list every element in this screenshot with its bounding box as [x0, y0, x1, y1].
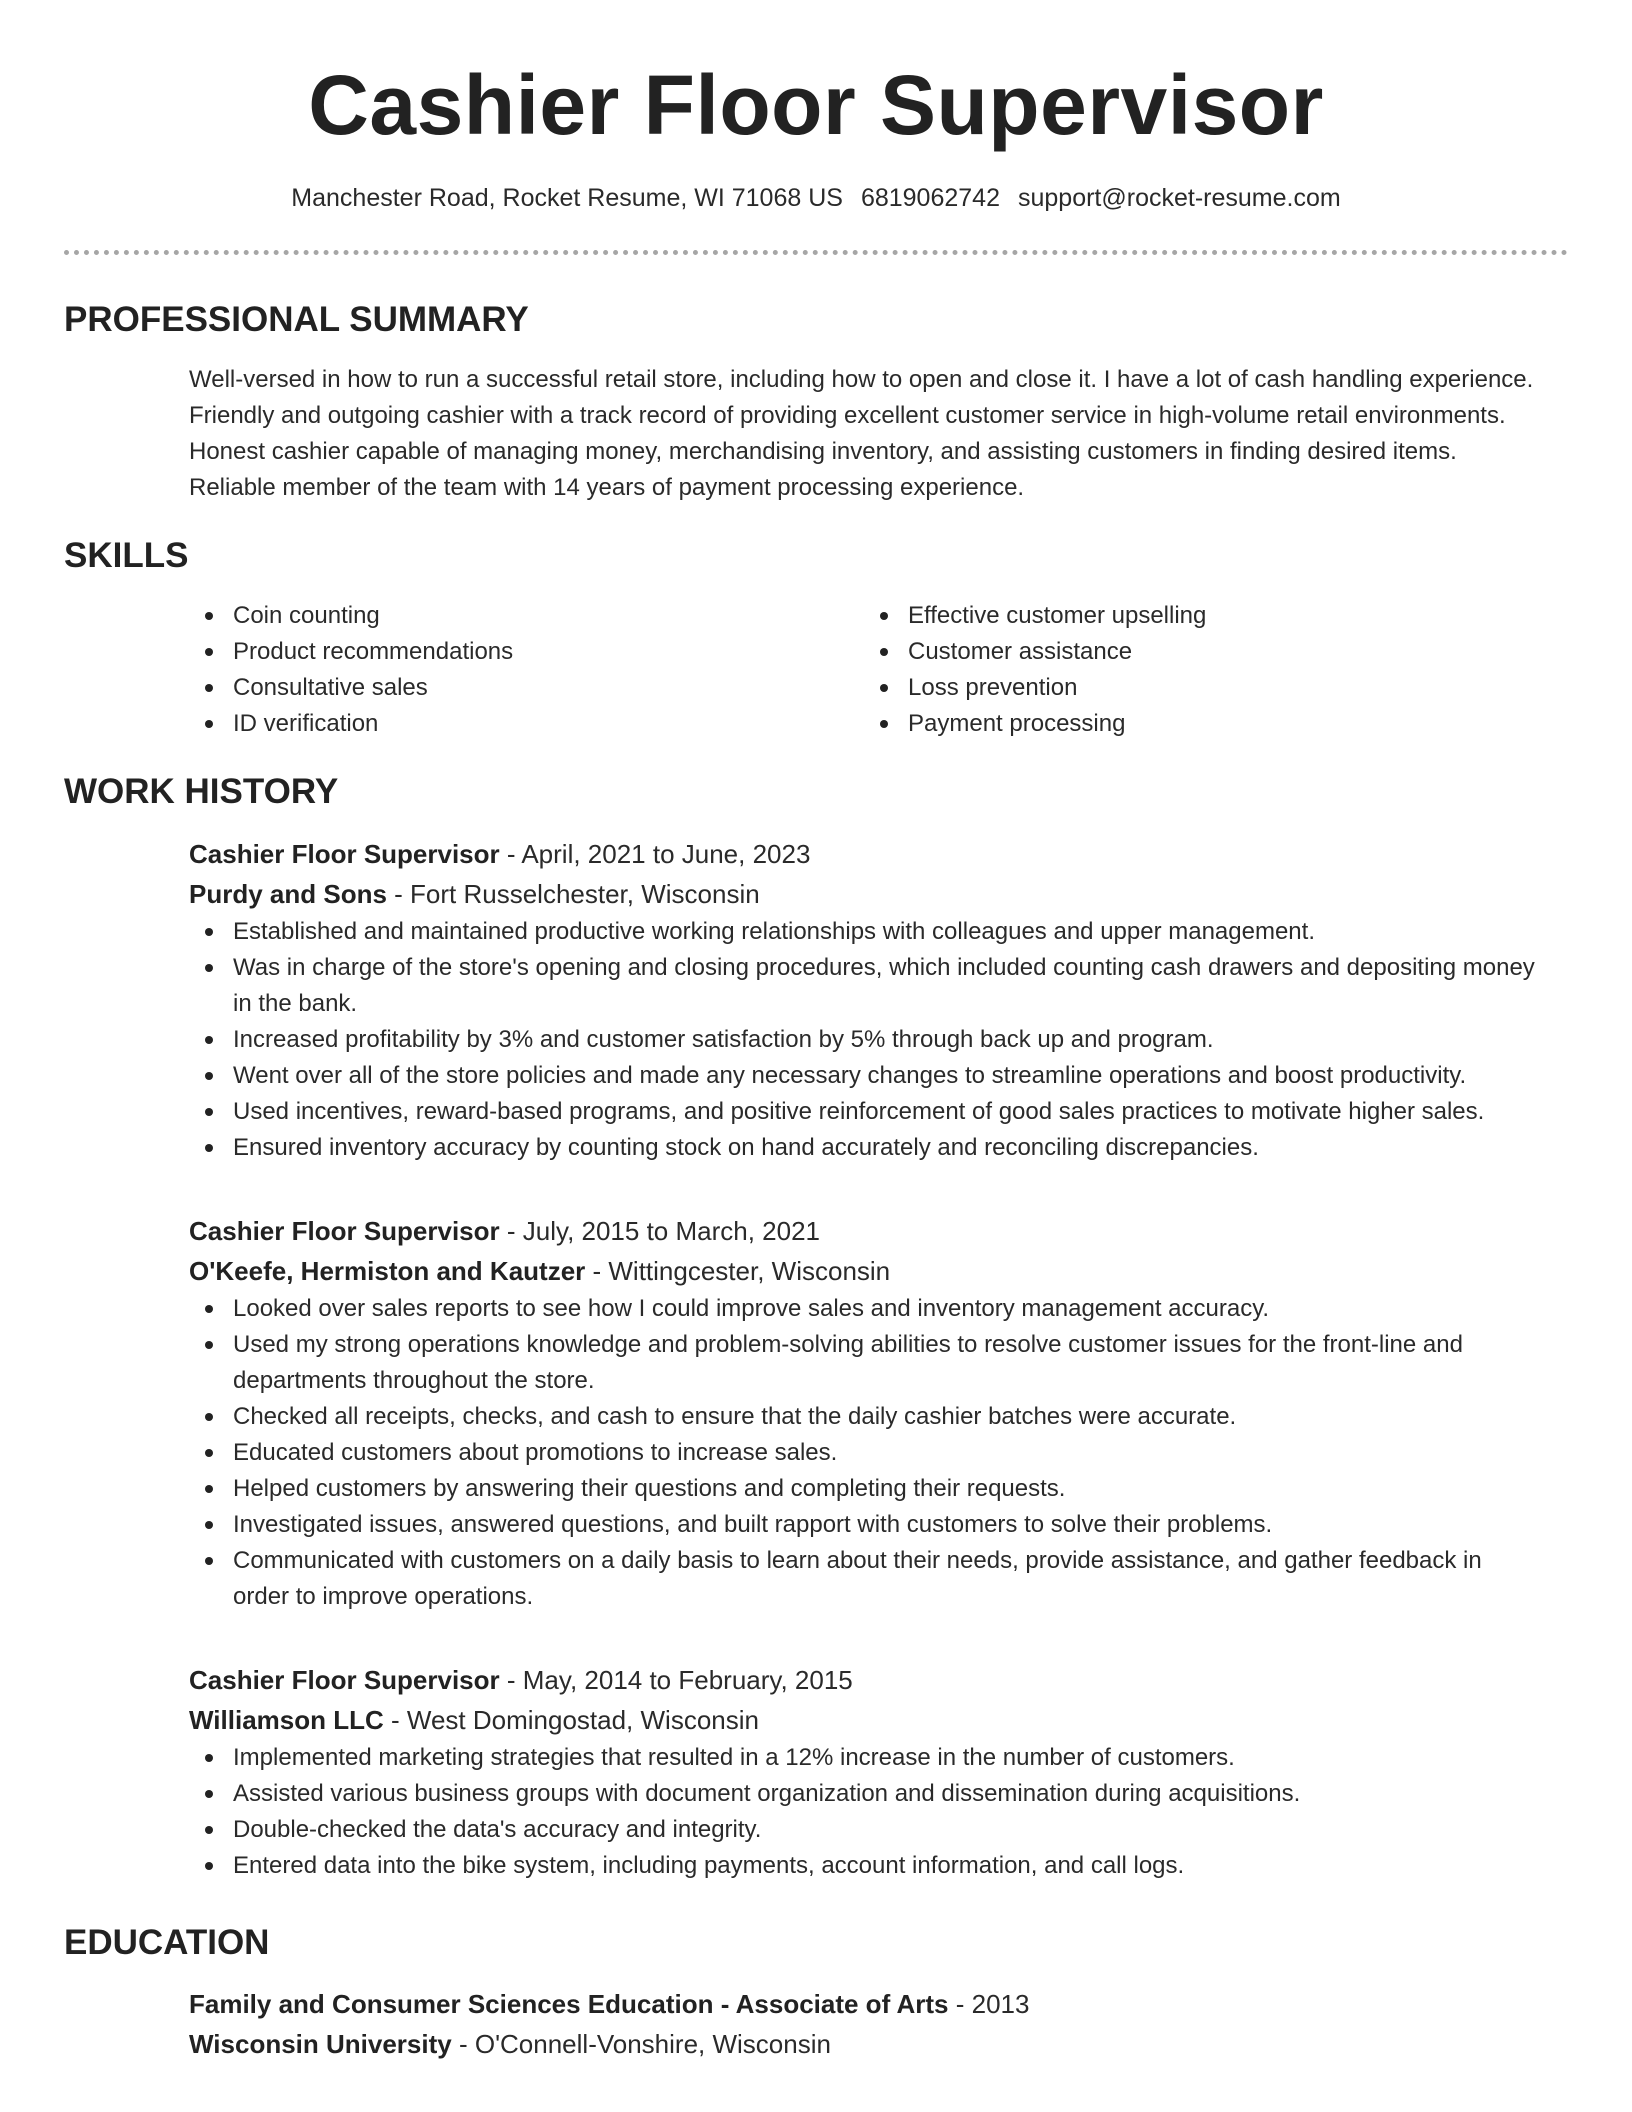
education-school: Wisconsin University — [189, 2029, 452, 2059]
education-heading: EDUCATION — [64, 1923, 270, 1962]
job-bullet: Ensured inventory accuracy by counting stock on hand accurately and reconciling discrepancies. — [189, 1130, 1539, 1166]
job-company: Purdy and Sons — [189, 879, 387, 909]
job-bullet: Established and maintained productive working relationships with colleagues and upper management. — [189, 914, 1539, 950]
contact-email[interactable]: support@rocket-resume.com — [1017, 184, 1341, 212]
job-company: O'Keefe, Hermiston and Kautzer — [189, 1256, 586, 1286]
job-bullet: Looked over sales reports to see how I could improve sales and inventory management accuracy. — [189, 1291, 1539, 1327]
job-company-line — [189, 1700, 1539, 1740]
contact-address: Manchester Road, Rocket Resume, WI 71068 US — [291, 184, 843, 212]
job-entry-3 — [189, 1660, 1539, 1884]
job-bullets — [189, 914, 1539, 1166]
job-entry-2 — [189, 1211, 1539, 1615]
job-dates: - July, 2015 to March, 2021 — [499, 1216, 821, 1246]
job-bullet: Communicated with customers on a daily basis to learn about their needs, provide assistance, and gather feedback in order to improve operations. — [189, 1543, 1539, 1615]
job-company-line — [189, 1251, 1539, 1291]
education-degree: Family and Consumer Sciences Education - Associate of Arts — [189, 1989, 949, 2019]
job-bullet: Used incentives, reward-based programs, and positive reinforcement of good sales practices to motivate higher sales. — [189, 1094, 1539, 1130]
skill-item: Loss prevention — [864, 670, 1504, 706]
education-year: - 2013 — [948, 1989, 1030, 2019]
job-company: Williamson LLC — [189, 1705, 384, 1735]
skill-item: Effective customer upselling — [864, 598, 1504, 634]
job-bullet: Investigated issues, answered questions, and built rapport with customers to solve their problems. — [189, 1507, 1539, 1543]
job-bullet: Went over all of the store policies and made any necessary changes to streamline operations and boost productivity. — [189, 1058, 1539, 1094]
skills-column-left — [189, 598, 829, 742]
job-bullet: Was in charge of the store's opening and closing procedures, which included counting cash drawers and depositing money in the bank. — [189, 950, 1539, 1022]
job-bullet: Entered data into the bike system, including payments, account information, and call logs. — [189, 1848, 1539, 1884]
job-location: - West Domingostad, Wisconsin — [383, 1705, 759, 1735]
job-bullets — [189, 1740, 1539, 1884]
header-divider — [64, 250, 1568, 255]
job-title-line — [189, 834, 1539, 874]
job-bullet: Increased profitability by 3% and customer satisfaction by 5% through back up and program. — [189, 1022, 1539, 1058]
skill-item: Coin counting — [189, 598, 829, 634]
job-location: - Fort Russelchester, Wisconsin — [386, 879, 760, 909]
job-company-line — [189, 874, 1539, 914]
education-school-line — [189, 2024, 1539, 2064]
education-location: - O'Connell-Vonshire, Wisconsin — [451, 2029, 831, 2059]
job-dates: - May, 2014 to February, 2015 — [499, 1665, 853, 1695]
job-dates: - April, 2021 to June, 2023 — [499, 839, 811, 869]
contact-phone: 6819062742 — [860, 184, 1000, 212]
job-bullet: Assisted various business groups with document organization and dissemination during acquisitions. — [189, 1776, 1539, 1812]
job-bullets — [189, 1291, 1539, 1615]
skill-item: Payment processing — [864, 706, 1504, 742]
job-title: Cashier Floor Supervisor — [189, 839, 500, 869]
candidate-name: Cashier Floor Supervisor — [308, 58, 1324, 152]
job-title: Cashier Floor Supervisor — [189, 1665, 500, 1695]
job-bullet: Helped customers by answering their questions and completing their requests. — [189, 1471, 1539, 1507]
skill-item: ID verification — [189, 706, 829, 742]
job-bullet: Checked all receipts, checks, and cash to ensure that the daily cashier batches were accurate. — [189, 1399, 1539, 1435]
skill-item: Consultative sales — [189, 670, 829, 706]
skills-heading: SKILLS — [64, 536, 189, 575]
job-title-line — [189, 1660, 1539, 1700]
job-title-line — [189, 1211, 1539, 1251]
job-title: Cashier Floor Supervisor — [189, 1216, 500, 1246]
education-degree-line — [189, 1984, 1539, 2024]
job-location: - Wittingcester, Wisconsin — [585, 1256, 891, 1286]
skills-column-right — [864, 598, 1504, 742]
summary-heading: PROFESSIONAL SUMMARY — [64, 300, 529, 339]
skill-item: Customer assistance — [864, 634, 1504, 670]
job-bullet: Educated customers about promotions to increase sales. — [189, 1435, 1539, 1471]
skill-item: Product recommendations — [189, 634, 829, 670]
job-entry-1 — [189, 834, 1539, 1166]
work-heading: WORK HISTORY — [64, 772, 339, 811]
education-entry — [189, 1984, 1539, 2064]
job-bullet: Double-checked the data's accuracy and integrity. — [189, 1812, 1539, 1848]
job-bullet: Implemented marketing strategies that resulted in a 12% increase in the number of customers. — [189, 1740, 1539, 1776]
job-bullet: Used my strong operations knowledge and problem-solving abilities to resolve customer issues for the front-line and departments throughout the store. — [189, 1327, 1539, 1399]
summary-text: Well-versed in how to run a successful retail store, including how to open and close it. I have a lot of cash handling experience. Friendly and outgoing cashier with a track record of providing excellent customer service in high-volume retail environments. Honest cashier capable of managing money, merchandising inventory, and assisting customers in finding desired items. Reliable member of the team with 14 years of payment processing experience. — [189, 366, 1534, 501]
contact-line — [0, 180, 1632, 216]
